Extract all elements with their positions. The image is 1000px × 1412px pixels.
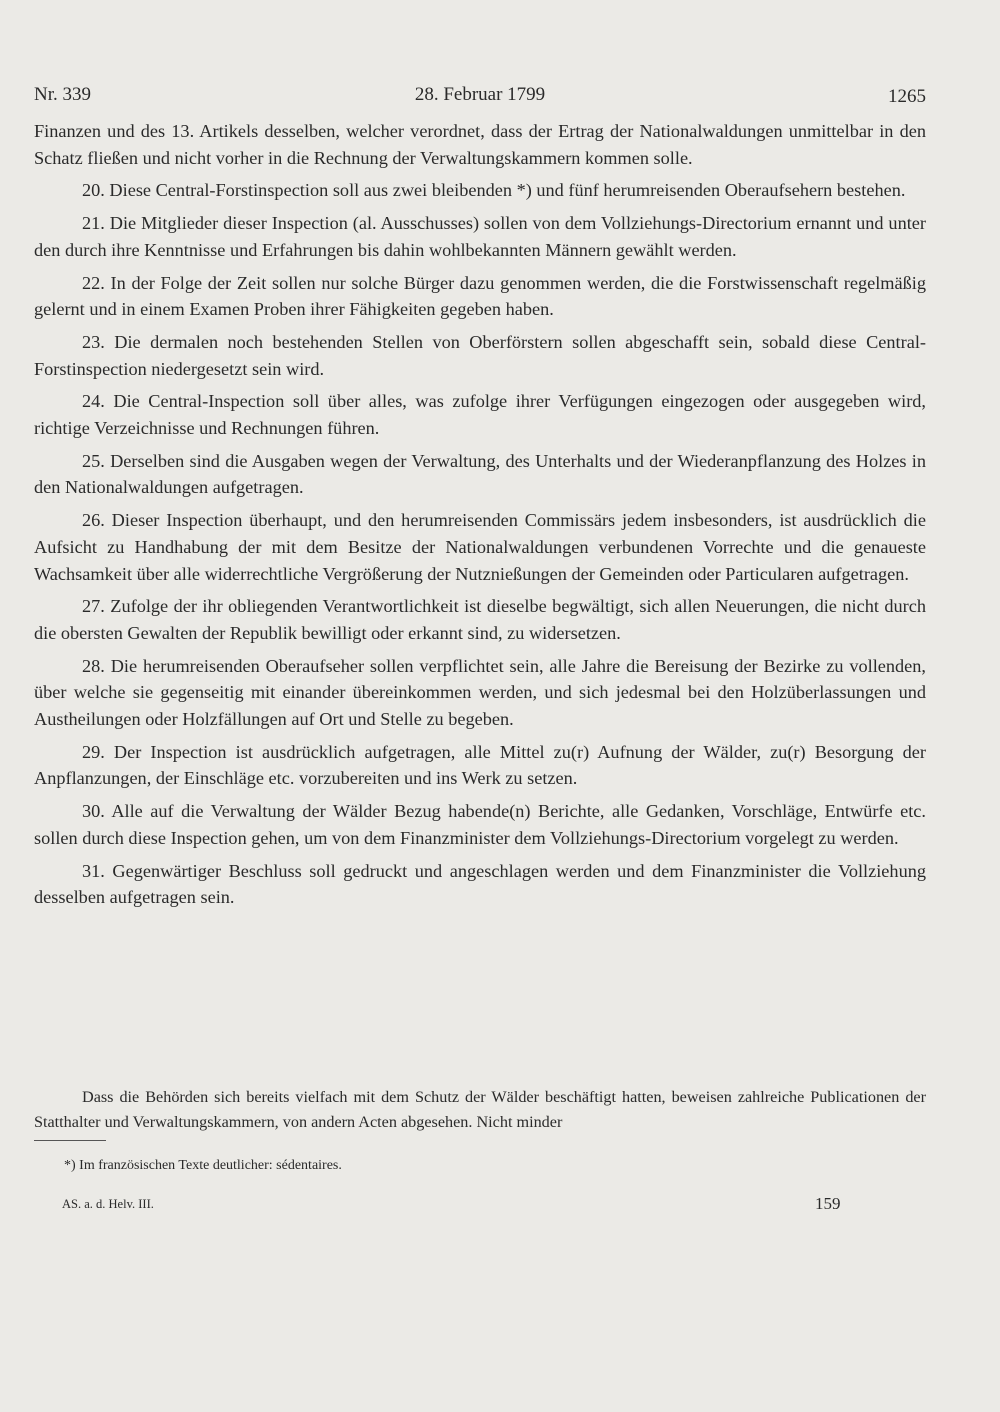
- page-number: 1265: [888, 86, 926, 107]
- article-24: 24. Die Central-Inspection soll über alles, was zufolge ihrer Verfügungen eingezogen oder ausgegeben wird, richtige Verzeichnisse und Rechnungen führen.: [34, 391, 926, 439]
- article-31: 31. Gegenwärtiger Beschluss soll gedruckt und angeschlagen werden und dem Finanzminister die Vollziehung desselben aufgetragen sein.: [34, 860, 926, 908]
- paragraph-continuation: Finanzen und des 13. Artikels desselben, welcher verordnet, dass der Ertrag der Nationalwaldungen unmittelbar in den Schatz fließen und nicht vorher in die Rechnung der Verwaltungskammern kommen solle.: [34, 121, 926, 168]
- document-date: 28. Februar 1799: [414, 84, 546, 105]
- footnote: *) Im französischen Texte deutlicher: sédentaires.: [64, 1158, 342, 1173]
- closing-paragraph: Dass die Behörden sich bereits vielfach mit dem Schutz der Wälder beschäftigt hatten, beweisen zahlreiche Publicationen der Statthalter und Verwaltungskammern, von andern Acten abgesehen. Nicht minder: [34, 1088, 926, 1131]
- article-29: 29. Der Inspection ist ausdrücklich aufgetragen, alle Mittel zu(r) Aufnung der Wälder, zu(r) Besorgung der Anpflanzungen, der Einschläge etc. vorzubereiten und ins Werk zu setzen.: [34, 741, 926, 789]
- article-30: 30. Alle auf die Verwaltung der Wälder Bezug habende(n) Berichte, alle Gedanken, Vorschläge, Entwürfe etc. sollen durch diese Inspection gehen, um von dem Finanzminister dem Vollziehungs-Directorium vorgelegt zu werden.: [34, 801, 926, 848]
- article-21: 21. Die Mitglieder dieser Inspection (al. Ausschusses) sollen von dem Vollziehungs-Directorium ernannt und unter den durch ihre Kenntnisse und Erfahrungen bis dahin wohlbekannten Männern gewählt werden.: [34, 213, 926, 260]
- footnote-rule: [34, 1140, 106, 1141]
- collection-signature: AS. a. d. Helv. III.: [62, 1197, 154, 1211]
- article-22: 22. In der Folge der Zeit sollen nur solche Bürger dazu genommen werden, die die Forstwissenschaft regelmäßig gelernt und in einem Examen Proben ihrer Fähigkeiten gegeben haben.: [34, 272, 926, 320]
- article-27: 27. Zufolge der ihr obliegenden Verantwortlichkeit ist dieselbe begwältigt, sich allen Neuerungen, die nicht durch die obersten Gewalten der Republik bewilligt oder erkannt sind, zu widersetzen.: [34, 596, 926, 643]
- body-text: [34, 118, 926, 917]
- article-25: 25. Derselben sind die Ausgaben wegen der Verwaltung, des Unterhalts und der Wiederanpflanzung des Holzes in den Nationalwaldungen aufgetragen.: [34, 450, 926, 498]
- article-28: 28. Die herumreisenden Oberaufseher sollen verpflichtet sein, alle Jahre die Bereisung der Bezirke zu vollenden, über welche sie gegenseitig mit einander übereinkommen werden, und sich jedesmal bei den Holzüberlassungen und Austheilungen oder Holzfällungen auf Ort und Stelle zu begeben.: [34, 655, 926, 730]
- sheet-number: 159: [815, 1194, 841, 1213]
- article-23: 23. Die dermalen noch bestehenden Stellen von Oberförstern sollen abgeschafft sein, sobald diese Central-Forstinspection niedergesetzt sein wird.: [34, 331, 926, 379]
- document-number: Nr. 339: [34, 84, 91, 105]
- article-26: 26. Dieser Inspection überhaupt, und den herumreisenden Commissärs jedem insbesonders, ist ausdrücklich die Aufsicht zu Handhabung der mit dem Besitze der Nationalwaldungen verbundenen Vorrechte und die genaueste Wachsamkeit über alle widerrechtliche Vergrößerung der Nutznießungen der Gemeinden oder Particularen aufgetragen.: [34, 510, 926, 584]
- page-header: [34, 84, 926, 112]
- article-20: 20. Diese Central-Forstinspection soll aus zwei bleibenden *) und fünf herumreisenden Oberaufsehern bestehen.: [82, 180, 906, 201]
